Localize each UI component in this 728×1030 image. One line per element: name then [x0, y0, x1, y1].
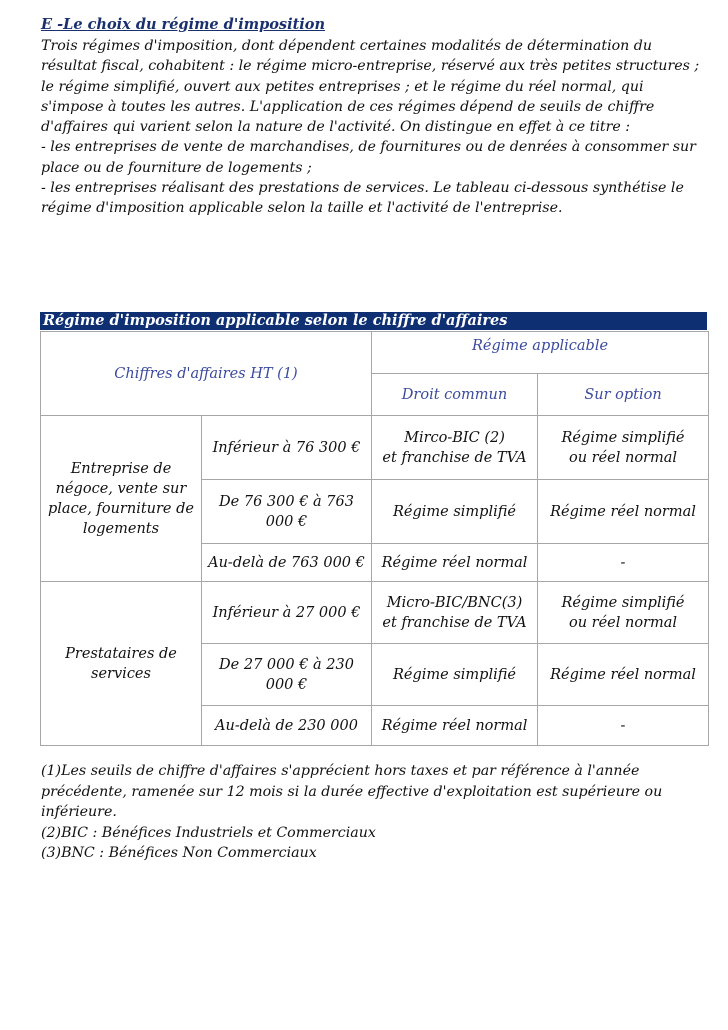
sur-option-cell	[538, 582, 709, 644]
group-label-services: Prestataires de services	[41, 582, 202, 746]
header-regime-applicable: Régime applicable	[372, 332, 709, 374]
droit-commun-line: et franchise de TVA	[382, 614, 527, 631]
sur-option-cell	[538, 416, 709, 480]
seuil-cell: De 76 300 € à 763 000 €	[202, 480, 372, 544]
droit-commun-line: Micro-BIC/BNC(3)	[386, 594, 523, 611]
header-droit-commun: Droit commun	[372, 374, 538, 416]
sur-option-cell: Régime réel normal	[538, 480, 709, 544]
sur-option-line: ou réel normal	[568, 449, 678, 466]
sur-option-line: Régime simplifié	[561, 429, 685, 446]
table-title-banner: Régime d'imposition applicable selon le chiffre d'affaires	[40, 312, 707, 330]
droit-commun-cell: Régime simplifié	[372, 480, 538, 544]
intro-bullet-negoce: - les entreprises de vente de marchandises, de fournitures ou de denrées à consommer sur place ou de fourniture de logements ;	[41, 139, 696, 176]
regime-table	[40, 331, 709, 746]
footnotes	[41, 761, 709, 864]
droit-commun-cell	[372, 582, 538, 644]
group-label-negoce: Entreprise de négoce, vente sur place, fourniture de logements	[41, 416, 202, 582]
sur-option-line: ou réel normal	[568, 614, 678, 631]
seuil-cell: Au-delà de 230 000	[202, 706, 372, 746]
seuil-cell: Inférieur à 27 000 €	[202, 582, 372, 644]
footnote-1: (1)Les seuils de chiffre d'affaires s'apprécient hors taxes et par référence à l'année précédente, ramenée sur 12 mois si la durée effective d'exploitation est supérieure ou inférieure.	[41, 763, 663, 820]
seuil-cell: Inférieur à 76 300 €	[202, 416, 372, 480]
intro-paragraph: Trois régimes d'imposition, dont dépendent certaines modalités de détermination du résultat fiscal, cohabitent : le régime micro-entreprise, réservé aux très petites structures ; le régime simplifié, ouvert aux petites entreprises ; et le régime du réel normal, qui s'impose à toutes les autres. L'application de ces régimes dépend de seuils de chiffre d'affaires qui varient selon la nature de l'activité. On distingue en effet à ce titre :	[41, 38, 700, 136]
droit-commun-cell	[372, 416, 538, 480]
intro-bullet-services: - les entreprises réalisant des prestations de services. Le tableau ci-dessous synthétise le régime d'imposition applicable selon la taille et l'activité de l'entreprise.	[41, 180, 684, 217]
footnote-3: (3)BNC : Bénéfices Non Commerciaux	[41, 845, 317, 861]
intro-text	[41, 36, 701, 219]
footnote-2: (2)BIC : Bénéfices Industriels et Commerciaux	[41, 824, 376, 841]
section-title: E -Le choix du régime d'imposition	[41, 16, 326, 33]
sur-option-cell: -	[538, 706, 709, 746]
sur-option-line: Régime simplifié	[561, 594, 685, 611]
seuil-cell: De 27 000 € à 230 000 €	[202, 644, 372, 706]
droit-commun-cell: Régime réel normal	[372, 706, 538, 746]
droit-commun-cell: Régime simplifié	[372, 644, 538, 706]
seuil-cell: Au-delà de 763 000 €	[202, 544, 372, 582]
header-sur-option: Sur option	[538, 374, 709, 416]
droit-commun-line: Mirco-BIC (2)	[404, 429, 505, 446]
sur-option-cell: Régime réel normal	[538, 644, 709, 706]
header-ca: Chiffres d'affaires HT (1)	[41, 332, 372, 416]
sur-option-cell: -	[538, 544, 709, 582]
droit-commun-line: et franchise de TVA	[382, 449, 527, 466]
droit-commun-cell: Régime réel normal	[372, 544, 538, 582]
